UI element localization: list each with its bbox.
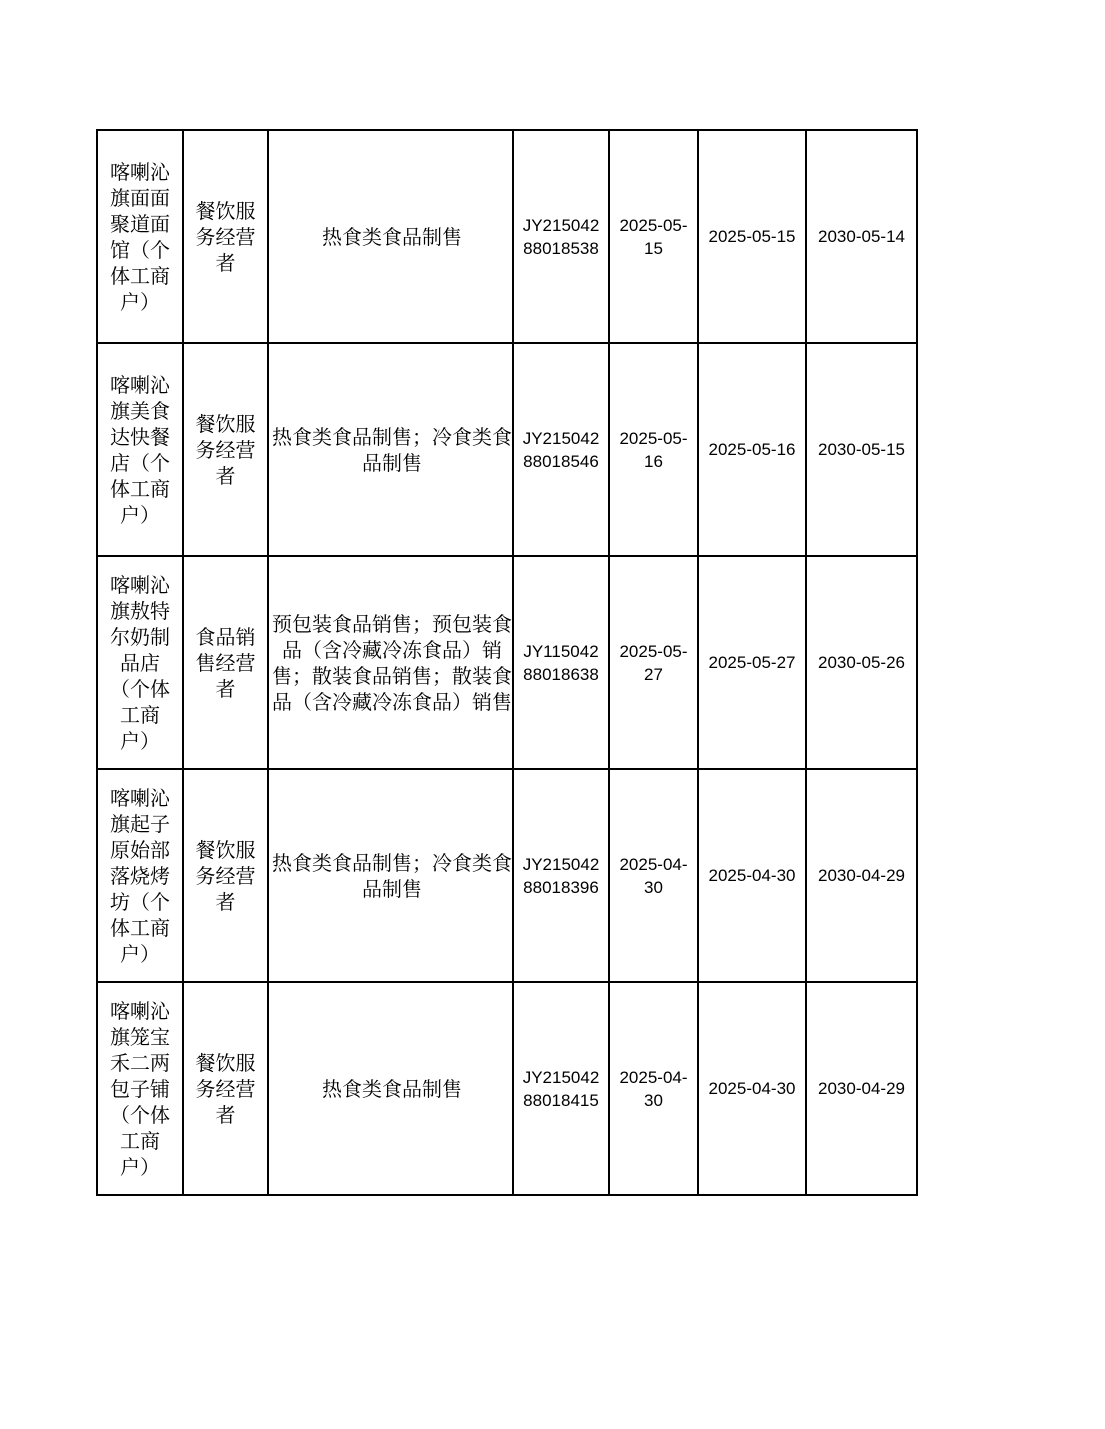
business-scope-cell	[268, 343, 513, 556]
table-row	[97, 982, 917, 1195]
issue-date-cell	[609, 556, 698, 769]
valid-to-cell	[806, 769, 917, 982]
issue-date: 2025-05-15	[619, 215, 688, 258]
business-name: 喀喇沁旗笼宝禾二两包子铺（个体工商户）	[110, 998, 170, 1179]
valid-to: 2030-04-29	[818, 1079, 905, 1098]
issue-date-cell	[609, 130, 698, 343]
valid-to-cell	[806, 556, 917, 769]
valid-to: 2030-05-14	[818, 227, 905, 246]
business-scope: 预包装食品销售；预包装食品（含冷藏冷冻食品）销售；散装食品销售；散装食品（含冷藏冷冻食品）销售	[272, 611, 512, 714]
operator-type: 餐饮服务经营者	[195, 411, 256, 488]
business-scope-cell	[268, 130, 513, 343]
operator-type-cell	[183, 343, 268, 556]
business-scope-cell	[268, 982, 513, 1195]
license-number-cell	[513, 343, 609, 556]
business-scope-cell	[268, 769, 513, 982]
table-row	[97, 769, 917, 982]
issue-date: 2025-05-27	[619, 641, 688, 684]
license-number-cell	[513, 769, 609, 982]
issue-date: 2025-04-30	[619, 1067, 688, 1110]
license-number-cell	[513, 130, 609, 343]
valid-from-cell	[698, 769, 806, 982]
issue-date: 2025-05-16	[619, 428, 688, 471]
operator-type: 餐饮服务经营者	[195, 837, 256, 914]
valid-to: 2030-05-26	[818, 653, 905, 672]
valid-to: 2030-05-15	[818, 440, 905, 459]
business-scope: 热食类食品制售	[322, 224, 462, 249]
business-name: 喀喇沁旗敖特尔奶制品店（个体工商户）	[110, 572, 170, 753]
valid-from-cell	[698, 982, 806, 1195]
license-number-cell	[513, 982, 609, 1195]
table-row	[97, 343, 917, 556]
business-name-cell	[97, 769, 183, 982]
business-scope-cell	[268, 556, 513, 769]
license-number-cell	[513, 556, 609, 769]
valid-from: 2025-05-16	[708, 440, 796, 459]
business-scope: 热食类食品制售	[322, 1076, 462, 1101]
business-name: 喀喇沁旗美食达快餐店（个体工商户）	[110, 372, 170, 527]
operator-type-cell	[183, 982, 268, 1195]
valid-to-cell	[806, 982, 917, 1195]
license-number: JY11504288018638	[523, 641, 599, 684]
valid-from: 2025-04-30	[708, 1079, 796, 1098]
license-number: JY21504288018415	[522, 1067, 600, 1110]
valid-from: 2025-05-15	[708, 227, 796, 246]
operator-type-cell	[183, 556, 268, 769]
operator-type-cell	[183, 769, 268, 982]
issue-date-cell	[609, 982, 698, 1195]
valid-from: 2025-05-27	[708, 653, 796, 672]
valid-to-cell	[806, 343, 917, 556]
business-name-cell	[97, 982, 183, 1195]
issue-date: 2025-04-30	[619, 854, 688, 897]
valid-to: 2030-04-29	[818, 866, 905, 885]
valid-from-cell	[698, 556, 806, 769]
license-number: JY21504288018546	[522, 428, 600, 471]
valid-to-cell	[806, 130, 917, 343]
business-scope: 热食类食品制售；冷食类食品制售	[272, 850, 512, 901]
operator-type: 食品销售经营者	[195, 624, 256, 701]
issue-date-cell	[609, 343, 698, 556]
issue-date-cell	[609, 769, 698, 982]
valid-from: 2025-04-30	[708, 866, 796, 885]
business-name: 喀喇沁旗起子原始部落烧烤坊（个体工商户）	[110, 785, 170, 966]
valid-from-cell	[698, 343, 806, 556]
table-row	[97, 130, 917, 343]
business-name: 喀喇沁旗面面聚道面馆（个体工商户）	[110, 159, 170, 314]
table-row	[97, 556, 917, 769]
operator-type: 餐饮服务经营者	[195, 1050, 256, 1127]
business-name-cell	[97, 343, 183, 556]
license-number: JY21504288018538	[522, 215, 600, 258]
license-table	[96, 129, 918, 1196]
business-scope: 热食类食品制售；冷食类食品制售	[272, 424, 512, 475]
valid-from-cell	[698, 130, 806, 343]
operator-type-cell	[183, 130, 268, 343]
license-number: JY21504288018396	[522, 854, 600, 897]
operator-type: 餐饮服务经营者	[195, 198, 256, 275]
business-name-cell	[97, 556, 183, 769]
business-name-cell	[97, 130, 183, 343]
